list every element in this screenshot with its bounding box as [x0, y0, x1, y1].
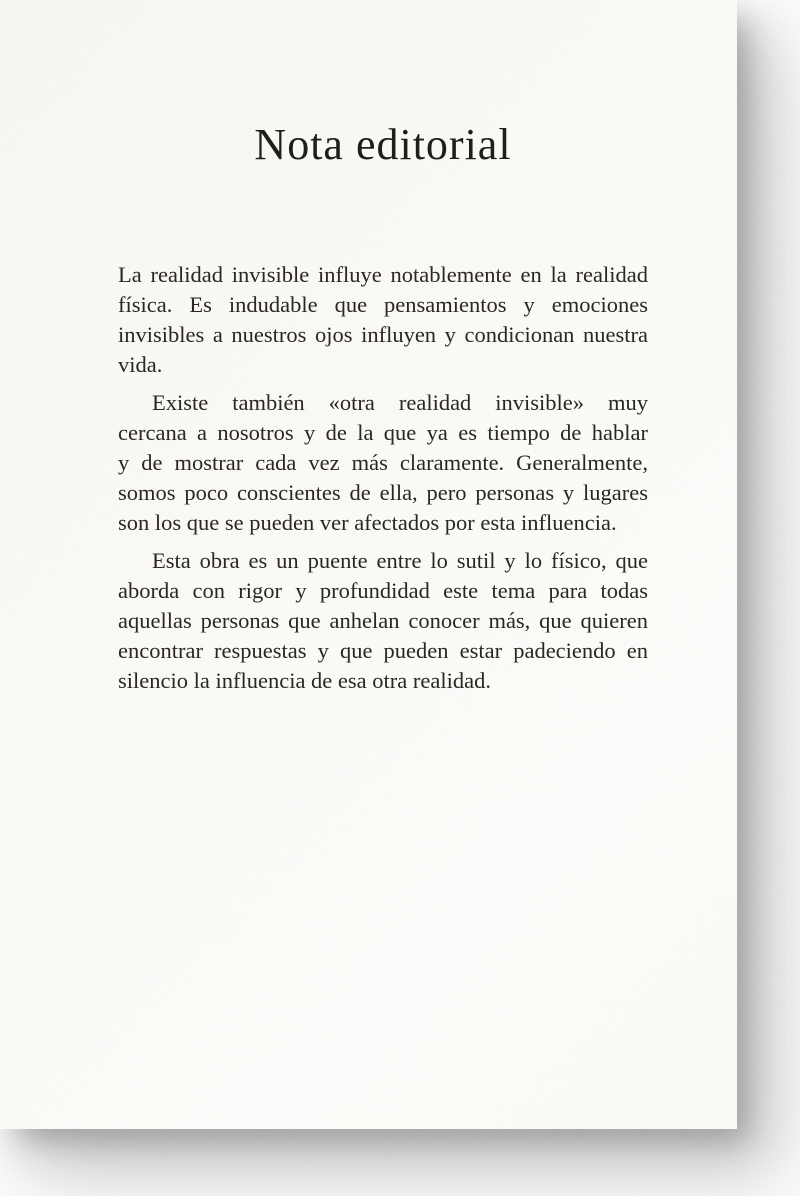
paragraph [118, 388, 648, 538]
text-line: somos poco conscientes de ella, pero personas y lugares [118, 480, 648, 505]
text-line: vida. [118, 352, 163, 377]
text-line: y de mostrar cada vez más claramente. Generalmente, [118, 450, 648, 475]
text-line: La realidad invisible influye notablemente en la realidad [118, 262, 648, 287]
text-line: física. Es indudable que pensamientos y emociones [118, 292, 648, 317]
text-line: son los que se pueden ver afectados por esta influencia. [118, 510, 617, 535]
text-line: encontrar respuestas y que pueden estar padeciendo en [118, 638, 648, 663]
text-line: Existe también «otra realidad invisible» muy [152, 390, 648, 415]
text-line: cercana a nosotros y de la que ya es tiempo de hablar [118, 420, 648, 445]
paragraph [118, 546, 648, 696]
text-line: aquellas personas que anhelan conocer más, que quieren [118, 608, 648, 633]
body-text [118, 260, 648, 696]
text-line: aborda con rigor y profundidad este tema para todas [118, 578, 648, 603]
paragraph [118, 260, 648, 380]
text-line: Esta obra es un puente entre lo sutil y lo físico, que [152, 548, 648, 573]
text-line: silencio la influencia de esa otra realidad. [118, 668, 491, 693]
text-line: invisibles a nuestros ojos influyen y condicionan nuestra [118, 322, 648, 347]
page-title: Nota editorial [254, 120, 512, 169]
